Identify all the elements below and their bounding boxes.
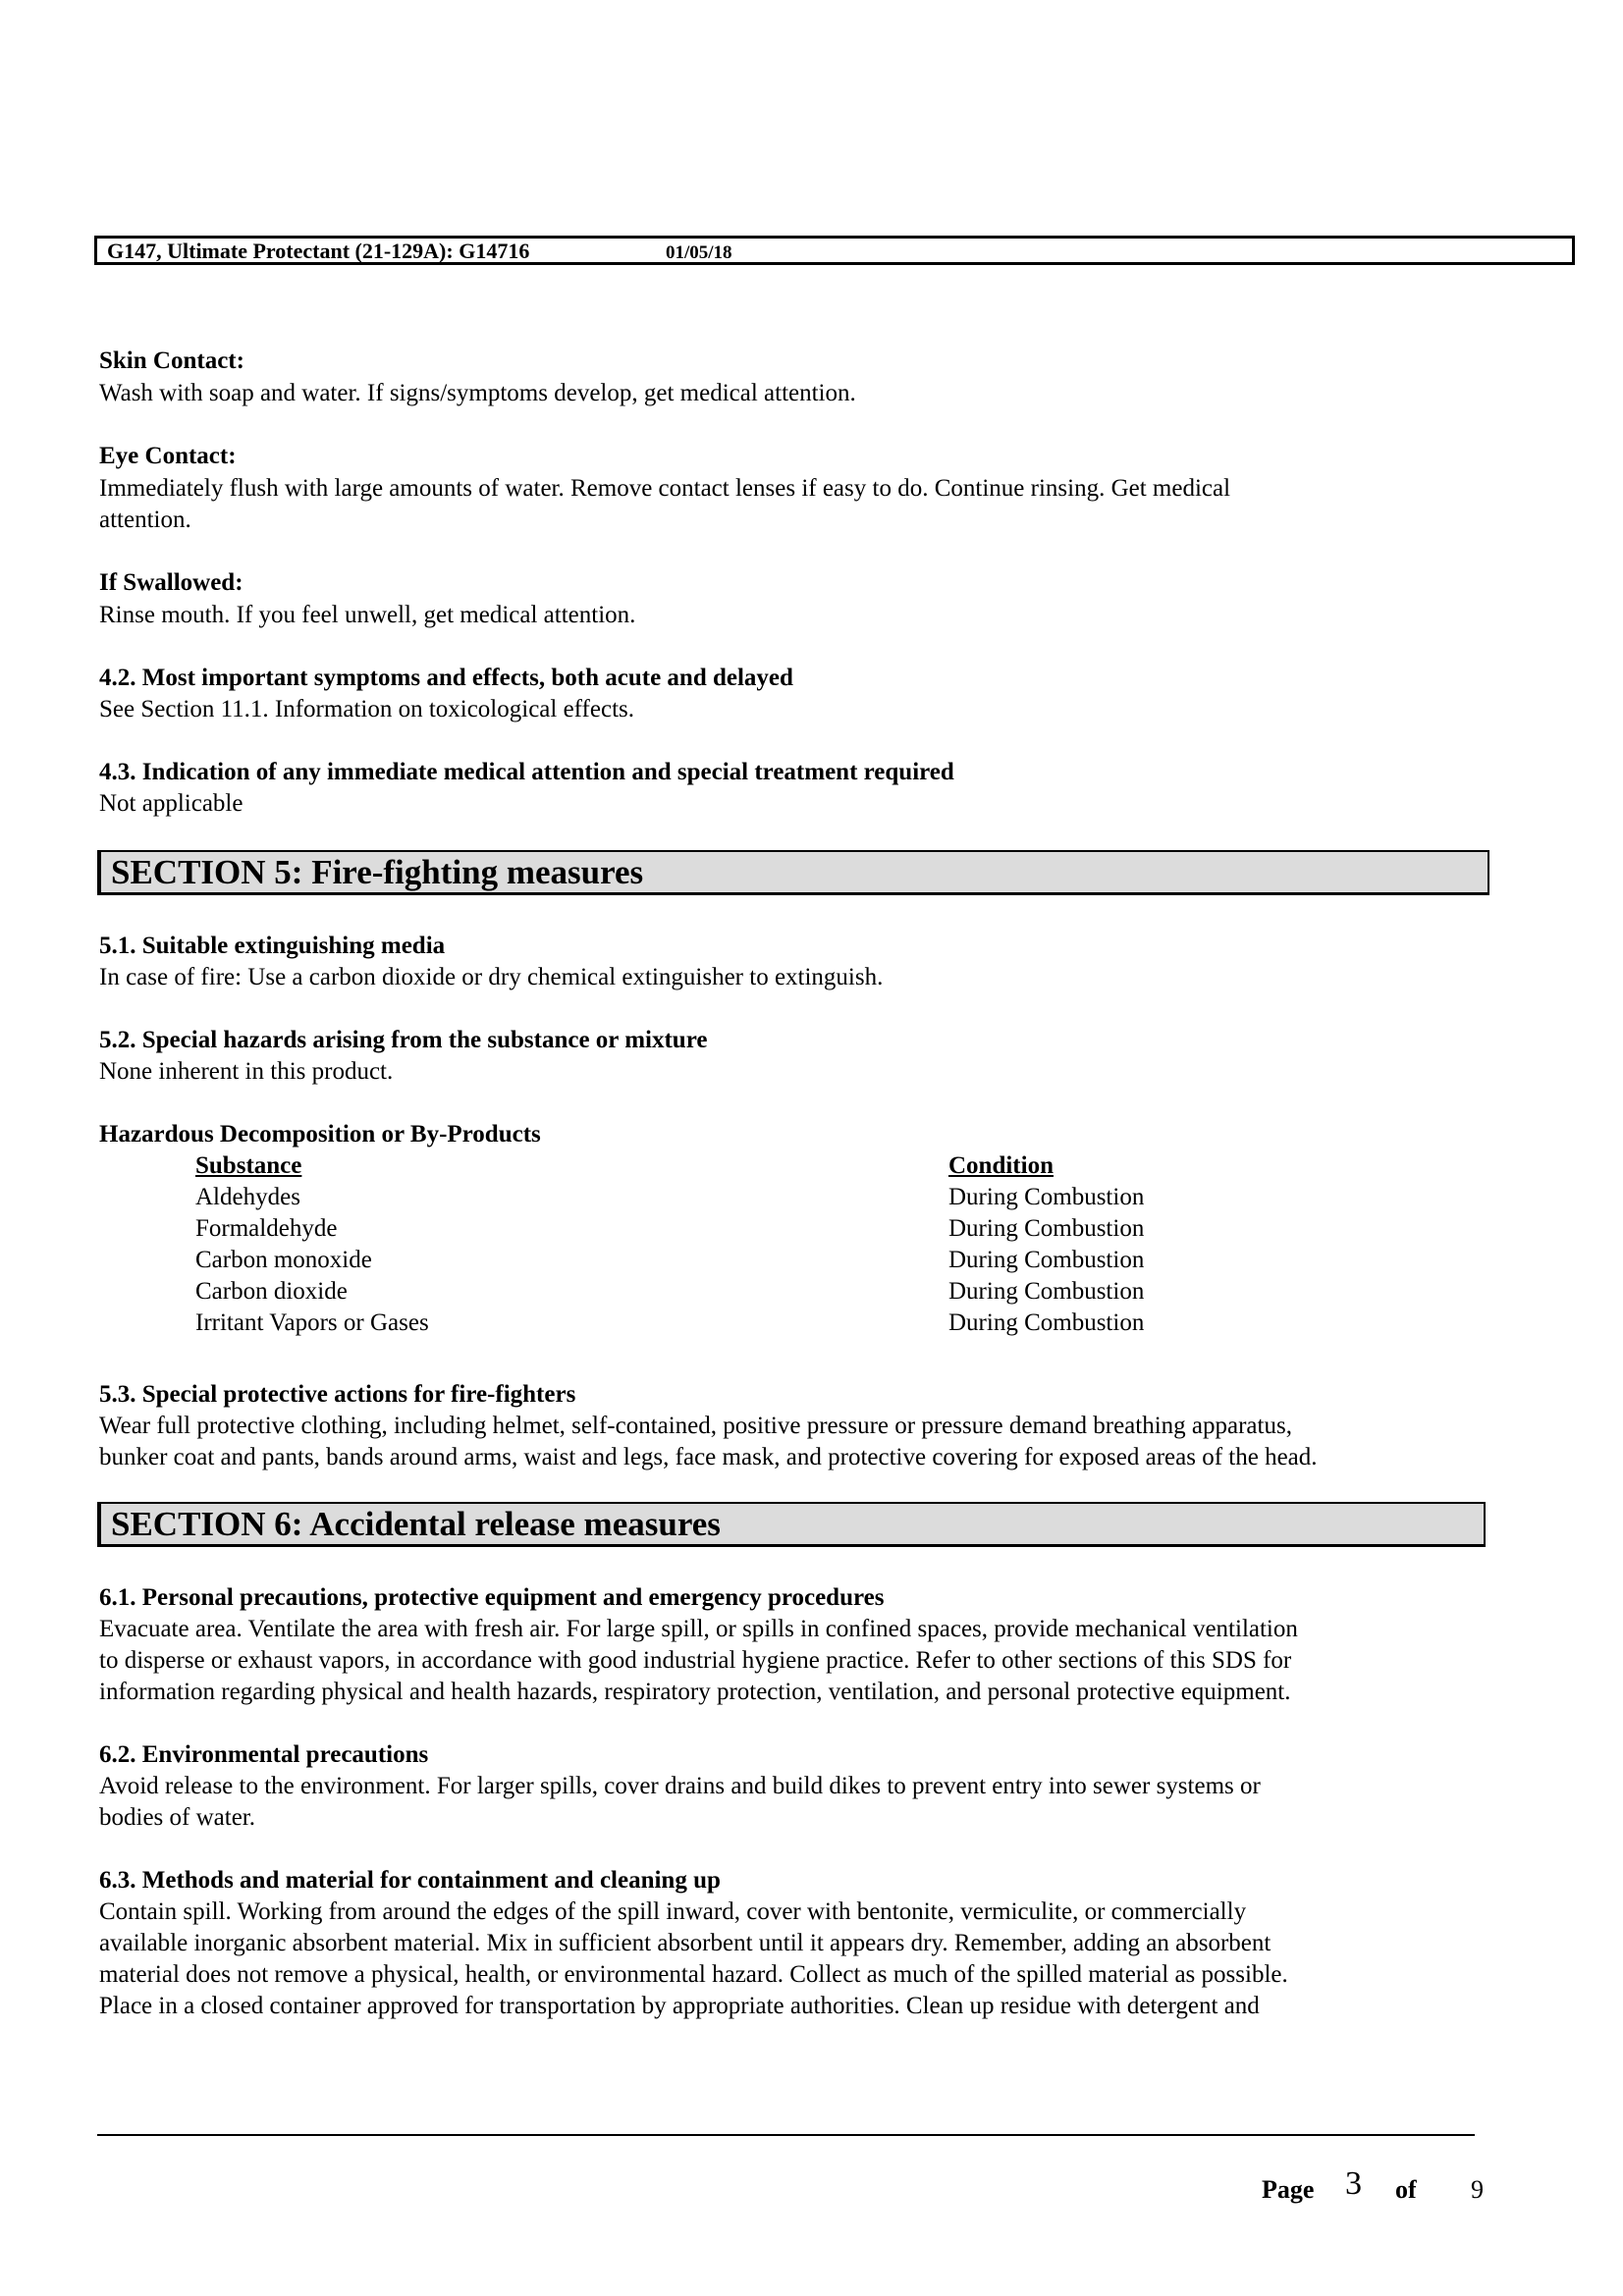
- substance-cell: Carbon dioxide: [195, 1278, 348, 1305]
- section-6-1-heading: 6.1. Personal precautions, protective equipment and emergency procedures: [99, 1584, 885, 1611]
- condition-column-header: Condition: [948, 1152, 1054, 1179]
- substance-cell: Formaldehyde: [195, 1215, 338, 1242]
- section-5-3-heading: 5.3. Special protective actions for fire-fighters: [99, 1381, 576, 1408]
- condition-cell: During Combustion: [948, 1278, 1145, 1305]
- section-4-3-text: Not applicable: [99, 790, 243, 817]
- section-5-3-text: bunker coat and pants, bands around arms, waist and legs, face mask, and protective covering for exposed areas of the head.: [99, 1444, 1318, 1470]
- substance-column-header: Substance: [195, 1152, 302, 1179]
- condition-cell: During Combustion: [948, 1215, 1145, 1242]
- condition-cell: During Combustion: [948, 1309, 1145, 1336]
- section-5-title: SECTION 5: Fire-fighting measures: [111, 853, 644, 891]
- product-identifier: G147, Ultimate Protectant (21-129A): G14716: [107, 239, 530, 263]
- substance-column: [195, 1150, 429, 1339]
- substance-cell: Irritant Vapors or Gases: [195, 1309, 429, 1336]
- section-5-1-text: In case of fire: Use a carbon dioxide or dry chemical extinguisher to extinguish.: [99, 964, 884, 990]
- swallowed-heading: If Swallowed:: [99, 569, 243, 596]
- condition-cell: During Combustion: [948, 1184, 1145, 1210]
- page-label: Page: [1262, 2175, 1315, 2204]
- section-6-3-heading: 6.3. Methods and material for containment and cleaning up: [99, 1867, 721, 1894]
- section-6-2-heading: 6.2. Environmental precautions: [99, 1741, 429, 1768]
- skin-contact-heading: Skin Contact:: [99, 347, 244, 374]
- condition-column: [948, 1150, 1144, 1339]
- total-pages: 9: [1471, 2175, 1484, 2204]
- section-5-2-heading: 5.2. Special hazards arising from the substance or mixture: [99, 1027, 708, 1053]
- section-6-1-text: to disperse or exhaust vapors, in accordance with good industrial hygiene practice. Refer to other sections of this SDS for: [99, 1647, 1292, 1674]
- section-6-2-text: Avoid release to the environment. For larger spills, cover drains and build dikes to prevent entry into sewer systems or: [99, 1773, 1261, 1799]
- footer-divider: [97, 2134, 1475, 2136]
- section-4-2-heading: 4.2. Most important symptoms and effects, both acute and delayed: [99, 665, 793, 691]
- section-6-3-text: Place in a closed container approved for transportation by appropriate authorities. Clean up residue with detergent and: [99, 1993, 1260, 2019]
- section-5-3-text: Wear full protective clothing, including helmet, self-contained, positive pressure or pressure demand breathing apparatus,: [99, 1413, 1292, 1439]
- section-5-1-heading: 5.1. Suitable extinguishing media: [99, 933, 446, 959]
- eye-contact-text: Immediately flush with large amounts of water. Remove contact lenses if easy to do. Continue rinsing. Get medical: [99, 475, 1231, 502]
- section-5-2-text: None inherent in this product.: [99, 1058, 394, 1085]
- revision-date: 01/05/18: [666, 242, 732, 263]
- section-6-1-text: information regarding physical and health hazards, respiratory protection, ventilation, and personal protective equipment.: [99, 1679, 1291, 1705]
- skin-contact-text: Wash with soap and water. If signs/symptoms develop, get medical attention.: [99, 380, 856, 406]
- section-4-3-heading: 4.3. Indication of any immediate medical attention and special treatment required: [99, 759, 954, 785]
- section-6-3-text: available inorganic absorbent material. Mix in sufficient absorbent until it appears dry. Remember, adding an absorbent: [99, 1930, 1271, 1956]
- eye-contact-heading: Eye Contact:: [99, 443, 237, 469]
- section-6-bar: [97, 1502, 1486, 1547]
- of-label: of: [1395, 2175, 1417, 2204]
- section-6-1-text: Evacuate area. Ventilate the area with fresh air. For large spill, or spills in confined spaces, provide mechanical ventilation: [99, 1616, 1298, 1642]
- condition-cell: During Combustion: [948, 1247, 1145, 1273]
- section-6-3-text: material does not remove a physical, health, or environmental hazard. Collect as much of the spilled material as possible.: [99, 1961, 1288, 1988]
- swallowed-text: Rinse mouth. If you feel unwell, get medical attention.: [99, 602, 636, 628]
- section-6-2-text: bodies of water.: [99, 1804, 255, 1831]
- section-5-bar: [97, 850, 1489, 895]
- substance-cell: Carbon monoxide: [195, 1247, 372, 1273]
- section-6-3-text: Contain spill. Working from around the edges of the spill inward, cover with bentonite, vermiculite, or commercially: [99, 1898, 1247, 1925]
- section-4-2-text: See Section 11.1. Information on toxicological effects.: [99, 696, 634, 722]
- eye-contact-text: attention.: [99, 507, 191, 533]
- page-number: 3: [1345, 2165, 1362, 2202]
- substance-cell: Aldehydes: [195, 1184, 300, 1210]
- document-header: [94, 236, 1575, 265]
- section-6-title: SECTION 6: Accidental release measures: [111, 1505, 721, 1543]
- decomposition-heading: Hazardous Decomposition or By-Products: [99, 1121, 541, 1148]
